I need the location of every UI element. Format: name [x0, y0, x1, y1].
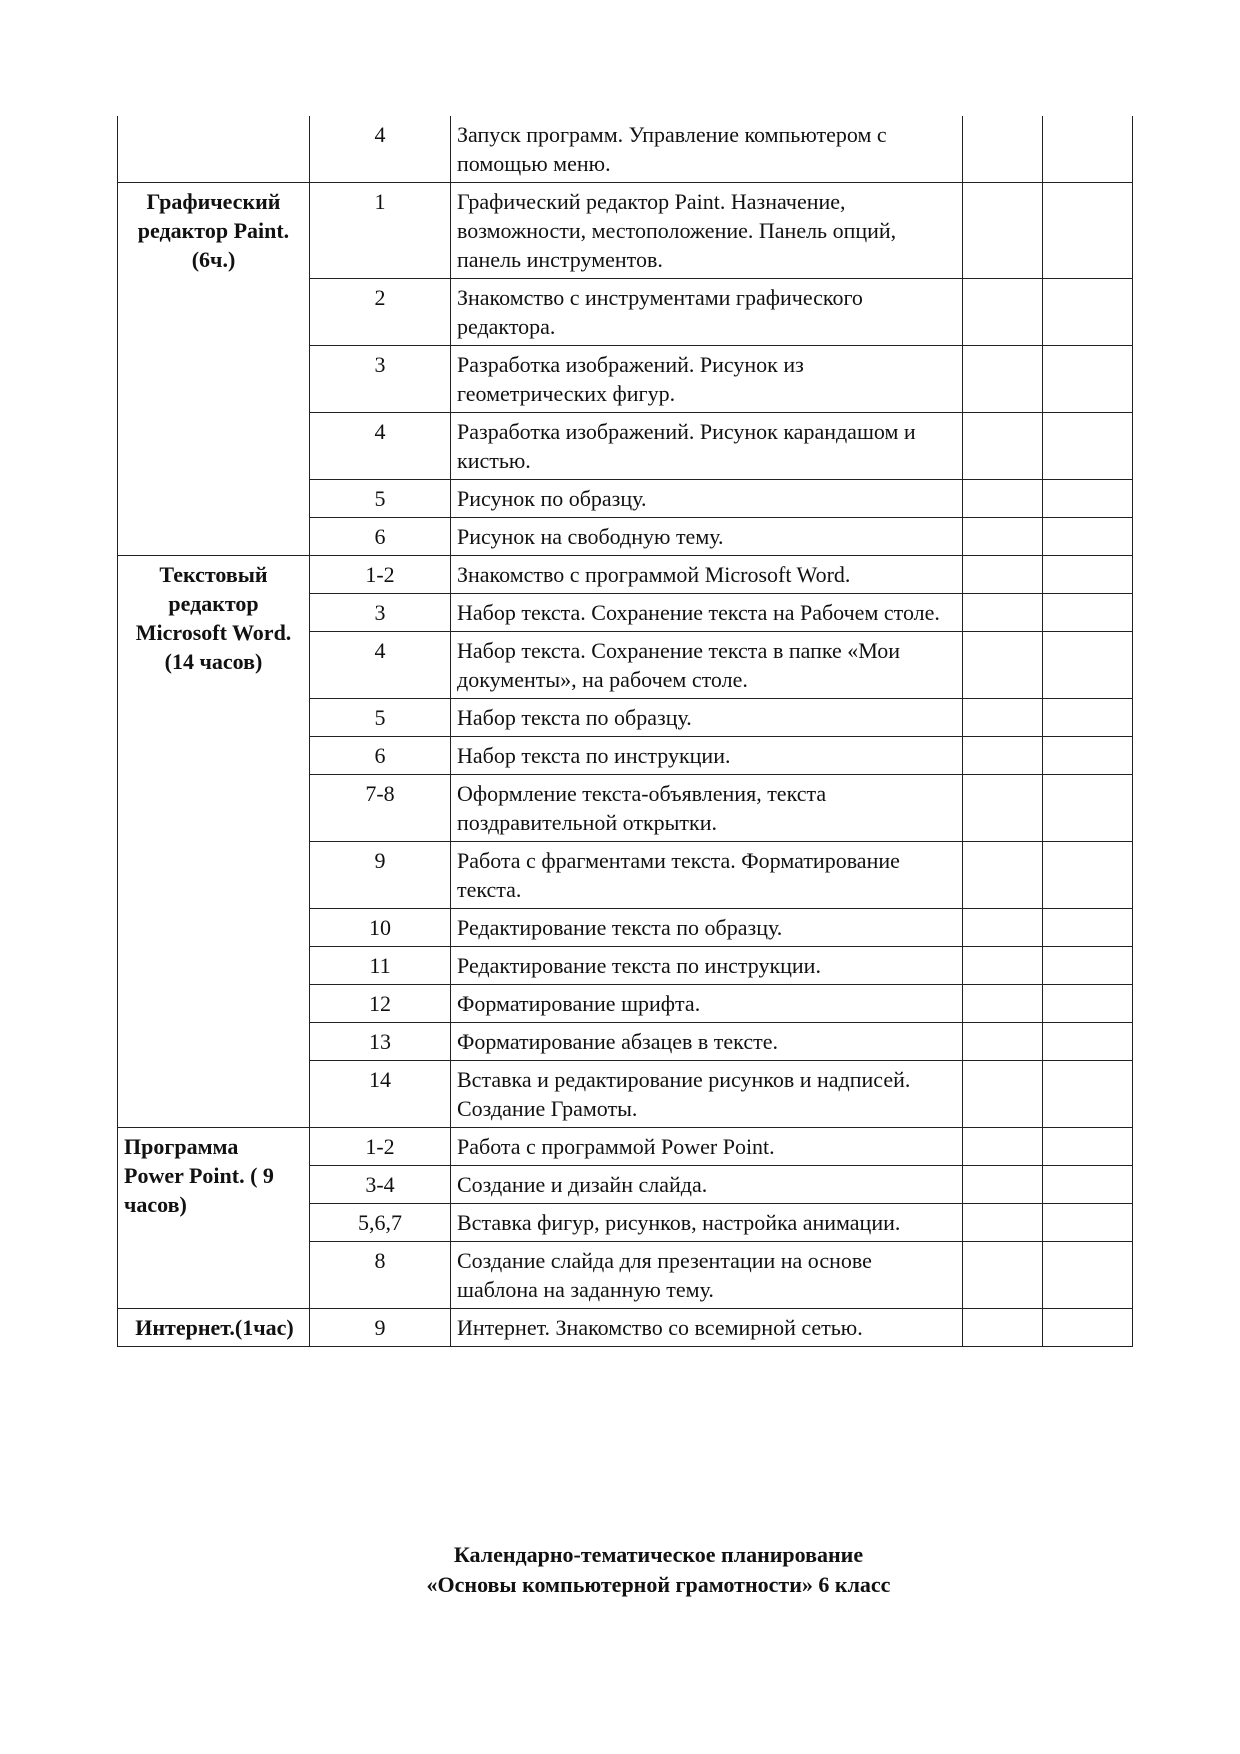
- lesson-number-cell: 3: [310, 594, 451, 632]
- lesson-number-cell: 11: [310, 947, 451, 985]
- lesson-topic-cell: Интернет. Знакомство со всемирной сетью.: [451, 1309, 963, 1347]
- lesson-number-cell: 2: [310, 279, 451, 346]
- lesson-number-cell: 4: [310, 116, 451, 183]
- lesson-topic-cell: Форматирование абзацев в тексте.: [451, 1023, 963, 1061]
- section-title-cell: Программа Power Point. ( 9 часов): [118, 1128, 310, 1309]
- date-fact-cell: [1043, 985, 1133, 1023]
- date-plan-cell: [963, 1023, 1043, 1061]
- date-fact-cell: [1043, 279, 1133, 346]
- lesson-topic-cell: Оформление текста-объявления, текста поздравительной открытки.: [451, 775, 963, 842]
- date-plan-cell: [963, 413, 1043, 480]
- lesson-topic-cell: Создание слайда для презентации на основе шаблона на заданную тему.: [451, 1242, 963, 1309]
- date-fact-cell: [1043, 1128, 1133, 1166]
- lesson-topic-cell: Запуск программ. Управление компьютером с помощью меню.: [451, 116, 963, 183]
- lesson-topic-cell: Знакомство с программой Microsoft Word.: [451, 556, 963, 594]
- date-plan-cell: [963, 737, 1043, 775]
- section-title-cell: Графический редактор Paint. (6ч.): [118, 183, 310, 556]
- date-plan-cell: [963, 632, 1043, 699]
- date-fact-cell: [1043, 480, 1133, 518]
- date-plan-cell: [963, 346, 1043, 413]
- plan-table-body: [118, 116, 1133, 1347]
- thematic-plan-table: [117, 116, 1133, 1347]
- section-title-cell: Текстовый редактор Microsoft Word. (14 часов): [118, 556, 310, 1128]
- date-fact-cell: [1043, 518, 1133, 556]
- date-fact-cell: [1043, 183, 1133, 279]
- lesson-topic-cell: Редактирование текста по образцу.: [451, 909, 963, 947]
- lesson-number-cell: 9: [310, 1309, 451, 1347]
- date-fact-cell: [1043, 116, 1133, 183]
- lesson-number-cell: 13: [310, 1023, 451, 1061]
- date-plan-cell: [963, 1061, 1043, 1128]
- date-plan-cell: [963, 279, 1043, 346]
- date-fact-cell: [1043, 1061, 1133, 1128]
- lesson-topic-cell: Работа с фрагментами текста. Форматирование текста.: [451, 842, 963, 909]
- date-fact-cell: [1043, 1309, 1133, 1347]
- date-fact-cell: [1043, 947, 1133, 985]
- date-plan-cell: [963, 985, 1043, 1023]
- date-plan-cell: [963, 556, 1043, 594]
- date-fact-cell: [1043, 699, 1133, 737]
- date-fact-cell: [1043, 1242, 1133, 1309]
- date-plan-cell: [963, 116, 1043, 183]
- footer-title: Календарно-тематическое планирование: [453, 1542, 864, 1567]
- date-plan-cell: [963, 183, 1043, 279]
- lesson-number-cell: 12: [310, 985, 451, 1023]
- lesson-topic-cell: Рисунок по образцу.: [451, 480, 963, 518]
- lesson-topic-cell: Вставка и редактирование рисунков и надписей. Создание Грамоты.: [451, 1061, 963, 1128]
- date-plan-cell: [963, 842, 1043, 909]
- date-plan-cell: [963, 1309, 1043, 1347]
- table-row: [118, 1128, 1133, 1166]
- lesson-topic-cell: Знакомство с инструментами графического редактора.: [451, 279, 963, 346]
- lesson-number-cell: 1: [310, 183, 451, 279]
- lesson-number-cell: 5,6,7: [310, 1204, 451, 1242]
- date-fact-cell: [1043, 842, 1133, 909]
- lesson-number-cell: 14: [310, 1061, 451, 1128]
- lesson-number-cell: 5: [310, 480, 451, 518]
- lesson-number-cell: 7-8: [310, 775, 451, 842]
- lesson-number-cell: 4: [310, 413, 451, 480]
- date-plan-cell: [963, 1242, 1043, 1309]
- table-row: [118, 1309, 1133, 1347]
- date-fact-cell: [1043, 556, 1133, 594]
- date-fact-cell: [1043, 775, 1133, 842]
- date-fact-cell: [1043, 594, 1133, 632]
- section-title-cell: Интернет.(1час): [118, 1309, 310, 1347]
- date-fact-cell: [1043, 346, 1133, 413]
- lesson-topic-cell: Набор текста по инструкции.: [451, 737, 963, 775]
- lesson-topic-cell: Разработка изображений. Рисунок из геометрических фигур.: [451, 346, 963, 413]
- date-fact-cell: [1043, 1204, 1133, 1242]
- lesson-topic-cell: Создание и дизайн слайда.: [451, 1166, 963, 1204]
- lesson-number-cell: 6: [310, 518, 451, 556]
- date-plan-cell: [963, 518, 1043, 556]
- lesson-topic-cell: Графический редактор Paint. Назначение, возможности, местоположение. Панель опций, панель инструментов.: [451, 183, 963, 279]
- lesson-topic-cell: Работа с программой Power Point.: [451, 1128, 963, 1166]
- table-row: [118, 116, 1133, 183]
- document-footer: [0, 1540, 1240, 1600]
- date-fact-cell: [1043, 909, 1133, 947]
- lesson-topic-cell: Разработка изображений. Рисунок карандашом и кистью.: [451, 413, 963, 480]
- date-fact-cell: [1043, 632, 1133, 699]
- lesson-number-cell: 3-4: [310, 1166, 451, 1204]
- table-row: [118, 556, 1133, 594]
- date-fact-cell: [1043, 737, 1133, 775]
- section-title-cell: [118, 116, 310, 183]
- lesson-topic-cell: Форматирование шрифта.: [451, 985, 963, 1023]
- lesson-number-cell: 1-2: [310, 556, 451, 594]
- lesson-number-cell: 3: [310, 346, 451, 413]
- lesson-number-cell: 10: [310, 909, 451, 947]
- date-plan-cell: [963, 480, 1043, 518]
- date-plan-cell: [963, 947, 1043, 985]
- date-fact-cell: [1043, 413, 1133, 480]
- lesson-topic-cell: Набор текста по образцу.: [451, 699, 963, 737]
- lesson-topic-cell: Набор текста. Сохранение текста в папке «Мои документы», на рабочем столе.: [451, 632, 963, 699]
- lesson-number-cell: 6: [310, 737, 451, 775]
- date-plan-cell: [963, 909, 1043, 947]
- lesson-topic-cell: Редактирование текста по инструкции.: [451, 947, 963, 985]
- date-plan-cell: [963, 1166, 1043, 1204]
- date-plan-cell: [963, 699, 1043, 737]
- lesson-topic-cell: Вставка фигур, рисунков, настройка анимации.: [451, 1204, 963, 1242]
- date-plan-cell: [963, 1128, 1043, 1166]
- lesson-topic-cell: Набор текста. Сохранение текста на Рабочем столе.: [451, 594, 963, 632]
- date-fact-cell: [1043, 1166, 1133, 1204]
- lesson-number-cell: 4: [310, 632, 451, 699]
- lesson-number-cell: 5: [310, 699, 451, 737]
- table-row: [118, 183, 1133, 279]
- date-plan-cell: [963, 775, 1043, 842]
- lesson-topic-cell: Рисунок на свободную тему.: [451, 518, 963, 556]
- lesson-number-cell: 9: [310, 842, 451, 909]
- footer-subtitle: «Основы компьютерной грамотности» 6 класс: [426, 1572, 891, 1597]
- date-fact-cell: [1043, 1023, 1133, 1061]
- date-plan-cell: [963, 1204, 1043, 1242]
- lesson-number-cell: 1-2: [310, 1128, 451, 1166]
- date-plan-cell: [963, 594, 1043, 632]
- lesson-number-cell: 8: [310, 1242, 451, 1309]
